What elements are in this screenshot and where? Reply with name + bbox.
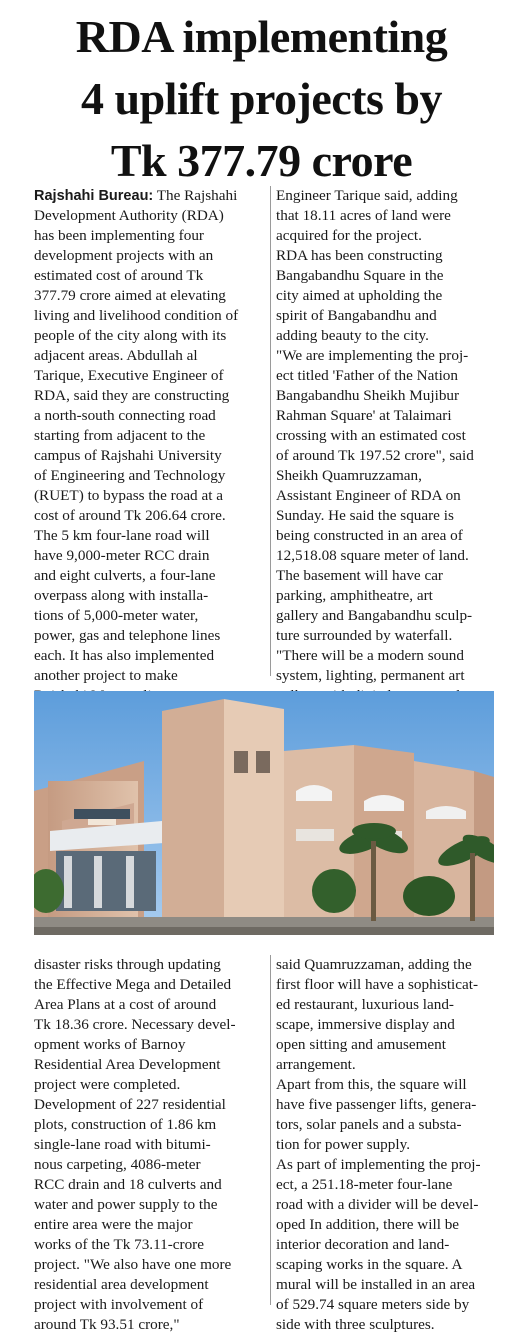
article-line: system, lighting, permanent art (276, 667, 465, 684)
article-line: Development Authority (RDA) (34, 207, 224, 224)
article-line: of Engineering and Technology (34, 467, 226, 484)
article-line: RCC drain and 18 culverts and (34, 1176, 222, 1193)
article-line: The basement will have car (276, 567, 443, 584)
article-line: works of the Tk 73.11-crore (34, 1236, 204, 1253)
rda-building-photo (34, 691, 494, 935)
article-line: Sunday. He said the square is (276, 507, 454, 524)
article-line: Residential Area Development (34, 1056, 221, 1073)
article-line: gallery and Bangabandhu sculp- (276, 607, 473, 624)
article-line: people of the city along with its (34, 327, 227, 344)
article-line: being constructed in an area of (276, 527, 463, 544)
article-line: (RUET) to bypass the road at a (34, 487, 223, 504)
article-line: side with three sculptures. (276, 1316, 435, 1333)
article-line: Bangabandhu Square in the (276, 267, 444, 284)
article-line: The 5 km four-lane road will (34, 527, 210, 544)
article-column-2 (276, 186, 510, 726)
article-line: Tarique, Executive Engineer of (34, 367, 224, 384)
article-line: project with involvement of (34, 1296, 204, 1313)
article-line: open sitting and amusement (276, 1036, 446, 1053)
article-line: cost of around Tk 206.64 crore. (34, 507, 226, 524)
article-line: "There will be a modern sound (276, 647, 464, 664)
article-line: mural will be installed in an area (276, 1276, 476, 1293)
headline-line-1: RDA implementing (75, 11, 448, 62)
article-line: spirit of Bangabandhu and (276, 307, 437, 324)
article-line: single-lane road with bitumi- (34, 1136, 211, 1153)
article-column-4 (276, 955, 510, 1335)
article-text: The Rajshahi (153, 187, 238, 204)
article-line: parking, amphitheatre, art (276, 587, 433, 604)
article-line: that 18.11 acres of land were (276, 207, 451, 224)
article-line: tions of 5,000-meter water, (34, 607, 199, 624)
article-line: city aimed at upholding the (276, 287, 443, 304)
article-line: have five passenger lifts, genera- (276, 1096, 477, 1113)
article-line: residential area development (34, 1276, 209, 1293)
article-line: oped In addition, there will be (276, 1216, 460, 1233)
article-line: ect titled 'Father of the Nation (276, 367, 458, 384)
article-column-3 (34, 955, 266, 1335)
article-line: entire area were the major (34, 1216, 193, 1233)
article-line: tors, solar panels and a substa- (276, 1116, 462, 1133)
article-line: another project to make (34, 667, 178, 684)
column-divider-top (270, 186, 271, 676)
article-line: Development of 227 residential (34, 1096, 226, 1113)
article-line: RDA, said they are constructing (34, 387, 230, 404)
article-line: project were completed. (34, 1076, 181, 1093)
article-line: Apart from this, the square will (276, 1076, 467, 1093)
headline-line-2: 4 uplift projects by (81, 73, 442, 124)
article-line: RDA has been constructing (276, 247, 443, 264)
article-line: have 9,000-meter RCC drain (34, 547, 210, 564)
article-line: opment works of Barnoy (34, 1036, 186, 1053)
article-line: first floor will have a sophisticat- (276, 976, 479, 993)
article-line: ed restaurant, luxurious land- (276, 996, 454, 1013)
article-line: starting from adjacent to the (34, 427, 206, 444)
article-line: Engineer Tarique said, adding (276, 187, 458, 204)
article-line: scaping works in the square. A (276, 1256, 463, 1273)
article-line: project. "We also have one more (34, 1256, 232, 1273)
article-line: adding beauty to the city. (276, 327, 429, 344)
article-line: adjacent areas. Abdullah al (34, 347, 198, 364)
article-line: nous carpeting, 4086-meter (34, 1156, 201, 1173)
column-divider-bottom (270, 955, 271, 1305)
article-line: Area Plans at a cost of around (34, 996, 217, 1013)
article-line: power, gas and telephone lines (34, 627, 221, 644)
article-line: has been implementing four (34, 227, 204, 244)
article-line: plots, construction of 1.86 km (34, 1116, 217, 1133)
article-line: acquired for the project. (276, 227, 422, 244)
article-line: a north-south connecting road (34, 407, 216, 424)
article-line: estimated cost of around Tk (34, 267, 204, 284)
article-line: As part of implementing the proj- (276, 1156, 481, 1173)
article-line: and eight culverts, a four-lane (34, 567, 216, 584)
article-line: ture surrounded by waterfall. (276, 627, 453, 644)
article-line: around Tk 93.51 crore," (34, 1316, 180, 1333)
article-line: campus of Rajshahi University (34, 447, 222, 464)
article-line: each. It has also implemented (34, 647, 215, 664)
article-line: tion for power supply. (276, 1136, 410, 1153)
article-line: water and power supply to the (34, 1196, 218, 1213)
article-line: of around Tk 197.52 crore", said (276, 447, 474, 464)
article-line: the Effective Mega and Detailed (34, 976, 232, 993)
article-line: Assistant Engineer of RDA on (276, 487, 461, 504)
article-line: of 529.74 square meters side by (276, 1296, 470, 1313)
article-line: scape, immersive display and (276, 1016, 455, 1033)
article-line: Sheikh Quamruzzaman, (276, 467, 422, 484)
article-line: 377.79 crore aimed at elevating (34, 287, 226, 304)
article-line: Tk 18.36 crore. Necessary devel- (34, 1016, 236, 1033)
article-line: living and livelihood condition of (34, 307, 239, 324)
headline-line-3: Tk 377.79 crore (110, 135, 413, 186)
article-line: development projects with an (34, 247, 214, 264)
article-line: Bangabandhu Sheikh Mujibur (276, 387, 460, 404)
article-line (34, 186, 266, 206)
headline (8, 6, 515, 192)
article-line: disaster risks through updating (34, 956, 221, 973)
article-line: Rahman Square' at Talaimari (276, 407, 452, 424)
article-line: "We are implementing the proj- (276, 347, 469, 364)
article-line: 12,518.08 square meter of land. (276, 547, 469, 564)
article-line: crossing with an estimated cost (276, 427, 466, 444)
article-column-1 (34, 186, 266, 726)
article-line: interior decoration and land- (276, 1236, 450, 1253)
article-line: road with a divider will be devel- (276, 1196, 479, 1213)
article-line: overpass along with installa- (34, 587, 209, 604)
article-line: arrangement. (276, 1056, 356, 1073)
byline: Rajshahi Bureau: (34, 188, 154, 204)
article-line: ect, a 251.18-meter four-lane (276, 1176, 453, 1193)
article-line: said Quamruzzaman, adding the (276, 956, 472, 973)
